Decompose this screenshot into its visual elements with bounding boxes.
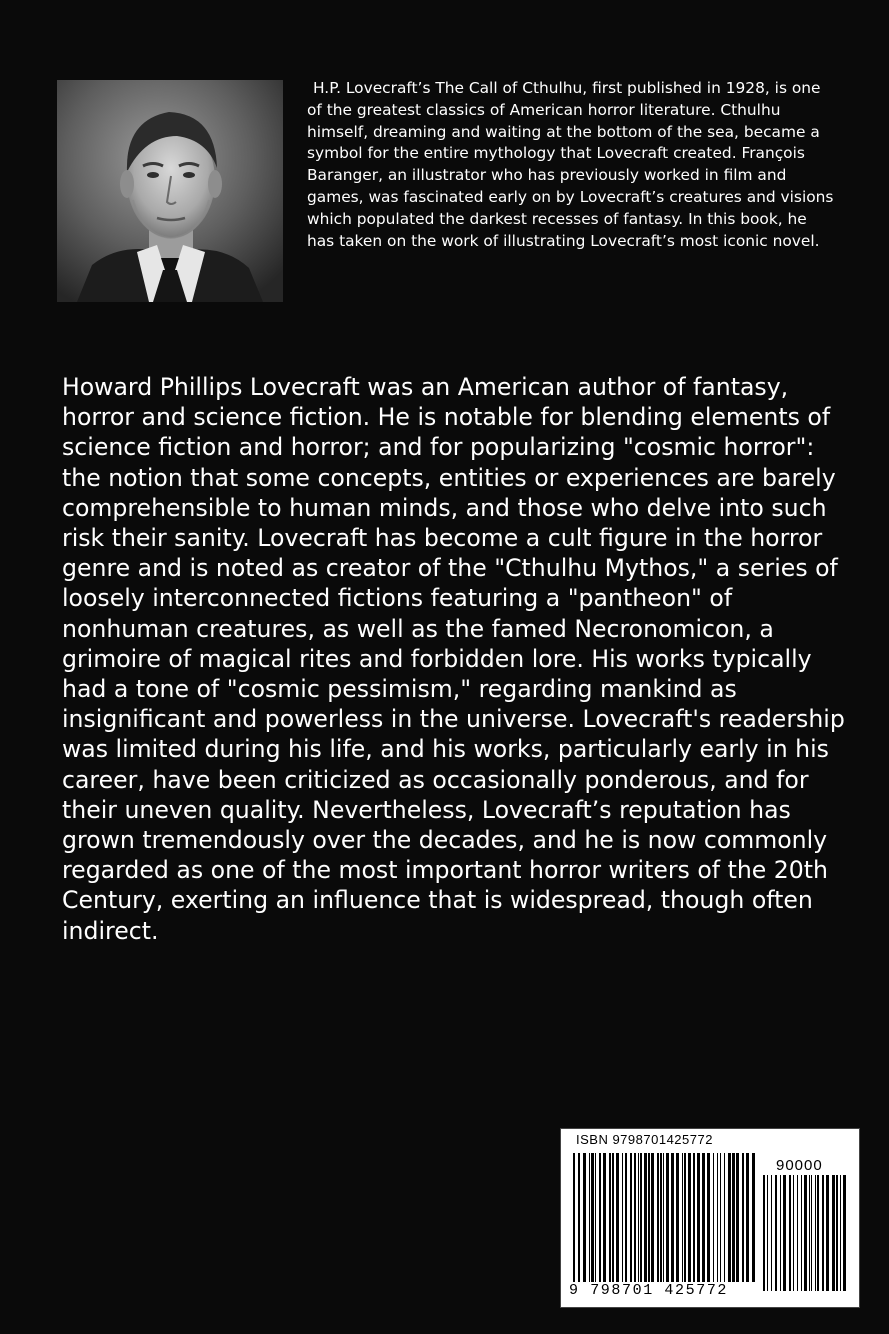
barcode-bar <box>595 1153 596 1291</box>
barcode-bar <box>622 1153 623 1291</box>
barcode-bar <box>822 1175 824 1291</box>
barcode-bar <box>826 1175 829 1291</box>
barcode-bar <box>609 1153 611 1291</box>
barcode-bar <box>612 1153 614 1291</box>
barcode-bar <box>682 1153 683 1291</box>
author-biography: Howard Phillips Lovecraft was an American author of fantasy, horror and science fiction. He is notable for blending elements of science fiction and horror; and for popularizing "cosmic horror": the notion that some concepts, entities or experiences are barely comprehensible to human minds, and those who delve into such risk their sanity. Lovecraft has become a cult figure in the horror genre and is noted as creator of the "Cthulhu Mythos," a series of loosely interconnected fictions featuring a "pantheon" of nonhuman creatures, as well as the famed Necronomicon, a grimoire of magical rites and forbidden lore. His works typically had a tone of "cosmic pessimism," regarding mankind as insignificant and powerless in the universe. Lovecraft's readership was limited during his life, and his works, particularly early in his career, have been criticized as occasionally ponderous, and for their uneven quality. Nevertheless, Lovecraft’s reputation has grown tremendously over the decades, and he is now commonly regarded as one of the most important horror writers of the 20th Century, exerting an influence that is widespread, though often indirect. <box>62 373 845 945</box>
barcode-bar <box>630 1153 632 1291</box>
barcode-bar <box>634 1153 636 1291</box>
barcode-bar <box>684 1153 686 1291</box>
barcode-bar <box>724 1153 725 1291</box>
barcode-bar <box>599 1153 601 1291</box>
barcode-bar <box>717 1153 718 1291</box>
barcode-bar <box>815 1175 816 1291</box>
barcode-bar <box>720 1153 721 1291</box>
price-code: 90000 <box>776 1157 823 1174</box>
isbn-barcode <box>560 1128 860 1308</box>
author-portrait-photo <box>57 80 283 302</box>
barcode-bar <box>767 1175 768 1291</box>
barcode-bar <box>676 1153 679 1291</box>
barcode-bar <box>640 1153 642 1291</box>
barcode-bar <box>583 1153 586 1291</box>
book-description: H.P. Lovecraft’s The Call of Cthulhu, first published in 1928, is one of the greatest classics of American horror literature. Cthulhu himself, dreaming and waiting at the bottom of the sea, became a symbol for the entire mythology that Lovecraft created. François Baranger, an illustrator who has previously worked in film and games, was fascinated early on by Lovecraft’s creatures and visions which populated the darkest recesses of fantasy. In this book, he has taken on the work of illustrating Lovecraft’s most iconic novel. <box>307 79 834 250</box>
barcode-bar <box>832 1175 835 1291</box>
barcode-bar <box>663 1153 664 1291</box>
barcode-bar <box>603 1153 606 1291</box>
barcode-bar <box>728 1153 731 1291</box>
barcode-bar <box>589 1153 590 1291</box>
barcode-bar <box>578 1153 580 1291</box>
barcode-bar <box>763 1175 765 1291</box>
barcode-bar <box>732 1153 735 1291</box>
barcode-bar <box>713 1153 714 1291</box>
barcode-bar <box>793 1175 794 1291</box>
barcode-bar <box>789 1175 791 1291</box>
barcode-bar <box>573 1153 575 1291</box>
barcode-bar <box>644 1153 647 1291</box>
barcode-bar <box>651 1153 654 1291</box>
barcode-bars <box>571 1153 759 1291</box>
addon-barcode-bars <box>761 1175 853 1291</box>
barcode-bar <box>666 1153 669 1291</box>
barcode-bar <box>693 1153 695 1291</box>
barcode-bar <box>702 1153 705 1291</box>
barcode-bar <box>801 1175 802 1291</box>
barcode-bar <box>707 1153 710 1291</box>
barcode-bar <box>638 1153 639 1291</box>
barcode-bar <box>688 1153 691 1291</box>
barcode-bar <box>836 1175 838 1291</box>
barcode-bar <box>780 1175 781 1291</box>
barcode-bar <box>843 1175 846 1291</box>
barcode-bar <box>657 1153 659 1291</box>
barcode-bar <box>736 1153 739 1291</box>
portrait-illustration <box>57 80 283 302</box>
barcode-bar <box>616 1153 619 1291</box>
isbn-label: ISBN 9798701425772 <box>576 1132 713 1147</box>
barcode-bar <box>804 1175 807 1291</box>
barcode-bar <box>840 1175 841 1291</box>
barcode-bar <box>648 1153 650 1291</box>
barcode-bar <box>660 1153 662 1291</box>
barcode-bar <box>797 1175 798 1291</box>
barcode-bar <box>742 1153 744 1291</box>
barcode-bar <box>783 1175 786 1291</box>
barcode-digits: 9 798701 425772 <box>567 1282 759 1299</box>
barcode-bar <box>625 1153 627 1291</box>
barcode-bar <box>771 1175 772 1291</box>
barcode-bar <box>752 1153 755 1291</box>
barcode-bar <box>746 1153 749 1291</box>
barcode-bar <box>697 1153 700 1291</box>
barcode-bar <box>811 1175 812 1291</box>
barcode-bar <box>817 1175 819 1291</box>
barcode-bar <box>591 1153 594 1291</box>
barcode-bar <box>775 1175 777 1291</box>
barcode-bar <box>809 1175 810 1291</box>
barcode-bar <box>671 1153 674 1291</box>
